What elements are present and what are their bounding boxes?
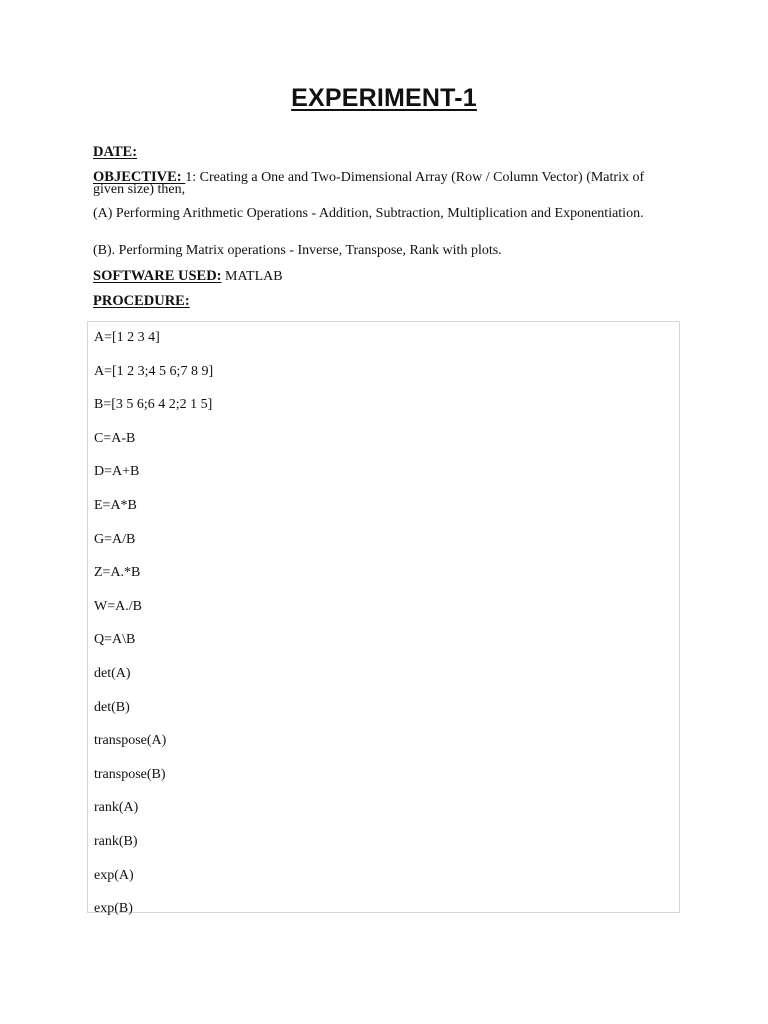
code-line: exp(B) bbox=[94, 901, 133, 917]
part-a-paragraph: (A) Performing Arithmetic Operations - Addition, Subtraction, Multiplication and Exponentiation. bbox=[93, 206, 644, 221]
code-line: Q=A\B bbox=[94, 632, 136, 648]
software-line bbox=[93, 270, 283, 283]
objective-paragraph bbox=[93, 171, 653, 196]
date-line bbox=[93, 146, 137, 159]
code-line: transpose(B) bbox=[94, 766, 166, 782]
code-line: det(A) bbox=[94, 665, 131, 681]
procedure-label: PROCEDURE: bbox=[93, 293, 190, 309]
code-line: G=A/B bbox=[94, 531, 136, 547]
procedure-code-box bbox=[87, 321, 680, 917]
code-line: rank(A) bbox=[94, 800, 139, 816]
date-label: DATE: bbox=[93, 144, 138, 160]
code-line: D=A+B bbox=[94, 464, 140, 480]
code-list bbox=[94, 330, 213, 935]
code-line: Z=A.*B bbox=[94, 565, 141, 581]
objective-label: OBJECTIVE: bbox=[93, 169, 186, 185]
code-line: transpose(A) bbox=[94, 733, 167, 749]
software-label: SOFTWARE USED: bbox=[93, 268, 222, 284]
code-line: W=A./B bbox=[94, 598, 142, 614]
code-line: exp(A) bbox=[94, 867, 134, 883]
code-line: B=[3 5 6;6 4 2;2 1 5] bbox=[94, 397, 213, 413]
procedure-line bbox=[93, 295, 190, 308]
software-value: MATLAB bbox=[221, 269, 283, 284]
part-b-paragraph: (B). Performing Matrix operations - Inverse, Transpose, Rank with plots. bbox=[93, 243, 502, 258]
code-line: A=[1 2 3;4 5 6;7 8 9] bbox=[94, 363, 214, 379]
page-title: EXPERIMENT-1 bbox=[291, 84, 477, 112]
objective-text: 1: Creating a One and Two-Dimensional Array (Row / Column Vector) (Matrix of given size) then, bbox=[93, 170, 645, 197]
code-line: rank(B) bbox=[94, 833, 138, 849]
code-line: det(B) bbox=[94, 699, 130, 715]
code-line: C=A-B bbox=[94, 430, 136, 446]
code-line: A=[1 2 3 4] bbox=[94, 330, 160, 345]
code-line: E=A*B bbox=[94, 497, 137, 513]
